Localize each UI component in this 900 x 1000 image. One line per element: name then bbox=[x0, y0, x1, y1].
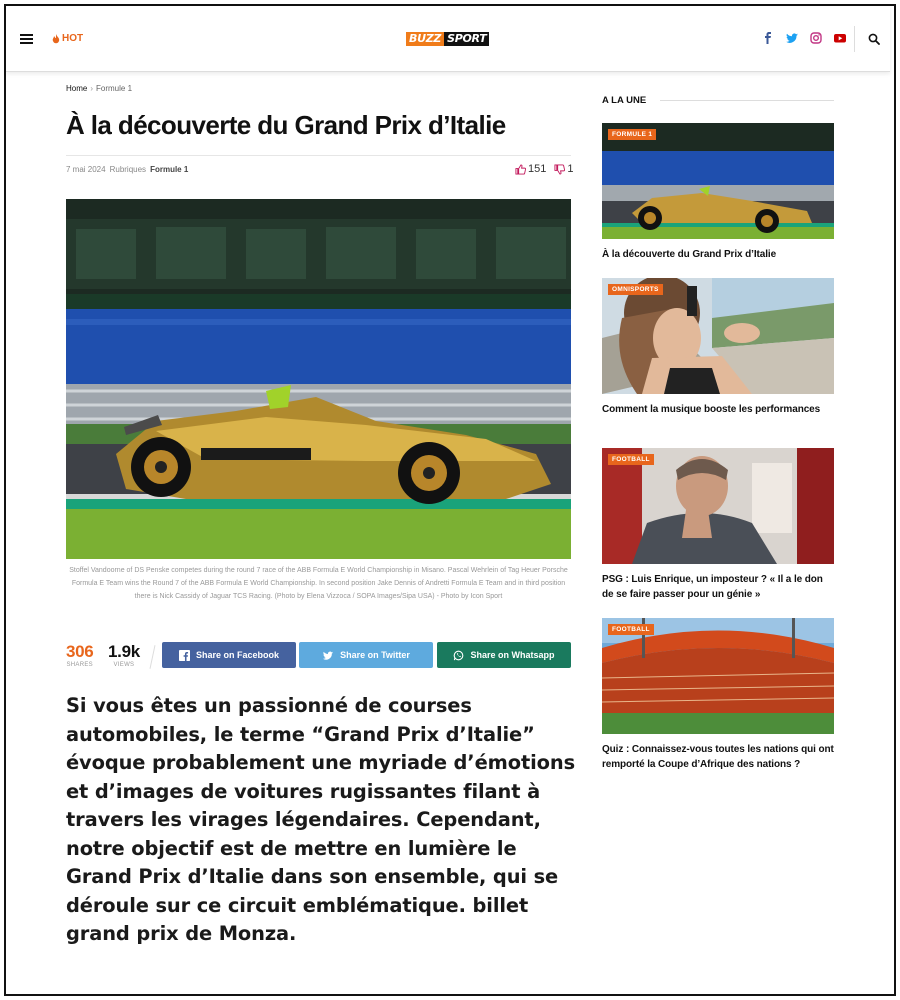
like-count: 151 bbox=[528, 163, 547, 175]
youtube-icon[interactable] bbox=[833, 31, 847, 45]
breadcrumb-separator: › bbox=[90, 84, 94, 93]
sidebar-card-3[interactable] bbox=[602, 448, 834, 602]
sidebar-card-title[interactable]: À la découverte du Grand Prix d’Italie bbox=[602, 249, 777, 260]
sidebar-card-2[interactable] bbox=[602, 278, 834, 417]
share-facebook-label: Share on Facebook bbox=[195, 650, 280, 660]
reactions bbox=[515, 163, 573, 175]
article-meta bbox=[66, 165, 188, 174]
whatsapp-icon bbox=[453, 650, 464, 661]
logo-part1: BUZZ bbox=[406, 32, 444, 46]
views-label: VIEWS bbox=[113, 662, 135, 668]
article-category[interactable]: Formule 1 bbox=[150, 165, 189, 174]
category-badge[interactable]: FOOTBALL bbox=[608, 454, 654, 465]
rubriques-label: Rubriques bbox=[109, 165, 147, 174]
share-whatsapp-label: Share on Whatsapp bbox=[470, 650, 555, 660]
thumbs-down-icon bbox=[554, 164, 565, 175]
menu-icon[interactable] bbox=[20, 34, 33, 44]
views-stat bbox=[108, 642, 140, 668]
social-links bbox=[761, 31, 847, 45]
sidebar-card-title[interactable]: Quiz : Connaissez-vous toutes les nations qui ont remporté la Coupe d’Afrique des nations ? bbox=[602, 744, 834, 770]
site-header bbox=[6, 6, 890, 72]
sidebar-card-title[interactable]: Comment la musique booste les performances bbox=[602, 404, 821, 415]
twitter-icon[interactable] bbox=[785, 31, 799, 45]
shares-label: SHARES bbox=[66, 662, 93, 668]
sidebar-card-4[interactable] bbox=[602, 618, 834, 772]
sidebar-card-image[interactable] bbox=[602, 123, 834, 239]
like-button[interactable] bbox=[515, 163, 546, 175]
site-logo[interactable] bbox=[406, 32, 489, 46]
shares-count: 306 bbox=[66, 642, 94, 661]
facebook-icon[interactable] bbox=[761, 31, 775, 45]
share-twitter-button[interactable] bbox=[299, 642, 433, 668]
twitter-icon bbox=[322, 650, 334, 661]
sidebar-card-image[interactable] bbox=[602, 618, 834, 734]
dislike-button[interactable] bbox=[554, 163, 573, 175]
breadcrumb bbox=[66, 84, 132, 93]
breadcrumb-home[interactable]: Home bbox=[66, 84, 88, 93]
article-body: Si vous êtes un passionné de courses automobiles, le terme “Grand Prix d’Italie” évoque probablement une myriade d’émotions et d’images de voitures rugissantes filant à travers les virages légendaires. Cependant, notre objectif est de mettre en lumière le Grand Prix d’Italie dans son ensemble, qui se déroule sur ce circuit emblématique. billet grand prix de Monza. bbox=[66, 694, 576, 945]
breadcrumb-current[interactable]: Formule 1 bbox=[96, 84, 133, 93]
sidebar-card-title[interactable]: PSG : Luis Enrique, un imposteur ? « Il a le don de se faire passer pour un génie » bbox=[602, 574, 823, 600]
flame-icon bbox=[52, 34, 60, 44]
sidebar-card-image[interactable] bbox=[602, 448, 834, 564]
category-badge[interactable]: OMNISPORTS bbox=[608, 284, 663, 295]
meta-divider bbox=[66, 155, 571, 156]
hot-label: HOT bbox=[62, 33, 84, 44]
sidebar-card-1[interactable] bbox=[602, 123, 834, 262]
share-whatsapp-button[interactable] bbox=[437, 642, 571, 668]
search-icon[interactable] bbox=[868, 32, 880, 50]
article-date: 7 mai 2024 bbox=[66, 165, 106, 174]
sidebar-card-image[interactable] bbox=[602, 278, 834, 394]
logo-part2: SPORT bbox=[444, 32, 489, 46]
share-twitter-label: Share on Twitter bbox=[340, 650, 410, 660]
sidebar-heading: A LA UNE bbox=[602, 95, 647, 106]
category-badge[interactable]: FORMULE 1 bbox=[608, 129, 656, 140]
dislike-count: 1 bbox=[567, 163, 574, 175]
image-caption: Stoffel Vandoorne of DS Penske competes during the round 7 race of the ABB Formula E World Championship in Misano. Pascal Wehrlein of Tag Heuer Porsche Formula E Team wins the Round 7 of the ABB Formula E World Championship. In second position Jake Dennis of Andretti Formula E Team and in third position there is Nick Cassidy of Jaguar TCS Racing. (Photo by Elena Vizzoca / SOPA Images/Sipa USA) - Photo by Icon Sport bbox=[69, 567, 568, 600]
share-facebook-button[interactable] bbox=[162, 642, 296, 668]
instagram-icon[interactable] bbox=[809, 31, 823, 45]
thumbs-up-icon bbox=[515, 164, 526, 175]
views-count: 1.9k bbox=[108, 642, 140, 661]
facebook-icon bbox=[179, 650, 190, 661]
sidebar-heading-line bbox=[660, 100, 834, 101]
article-title: À la découverte du Grand Prix d’Italie bbox=[66, 110, 506, 140]
shares-stat bbox=[66, 642, 93, 668]
hero-image bbox=[66, 199, 571, 559]
header-divider bbox=[854, 26, 855, 52]
hot-link[interactable] bbox=[52, 33, 83, 44]
category-badge[interactable]: FOOTBALL bbox=[608, 624, 654, 635]
